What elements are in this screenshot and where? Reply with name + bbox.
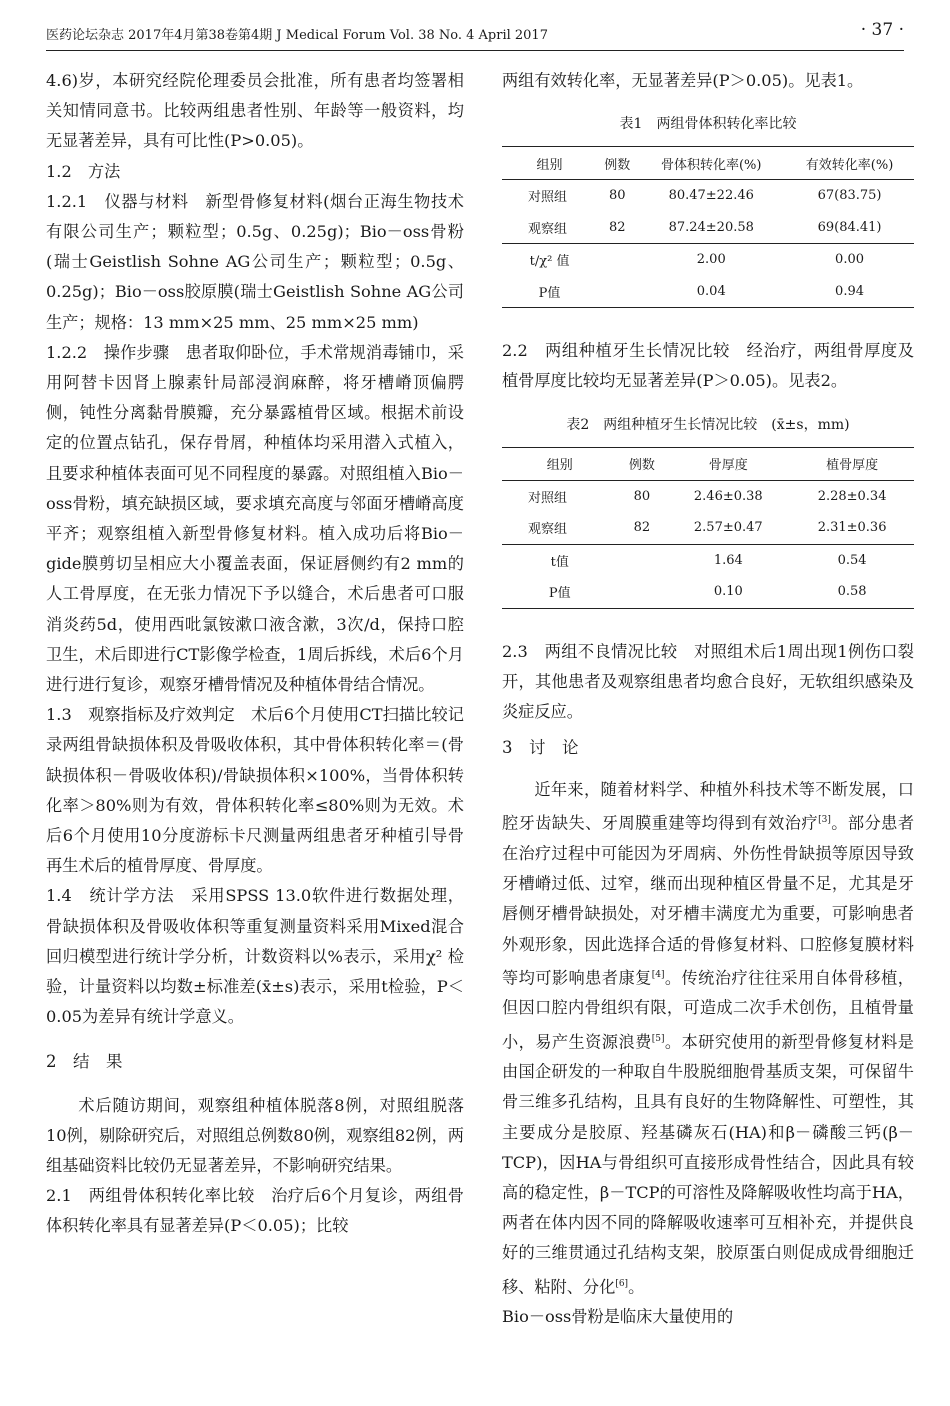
paragraph: 1.2.1 仪器与材料 新型骨修复材料(烟台正海生物技术有限公司生产；颗粒型；0.5g、0.25g)；Bio－oss骨粉(瑞士Geistlish Sohne AG公司生产；颗粒型；0.5g、0.25g)；Bio－oss胶原膜(瑞士Geistlish Sohne AG公司生产；规格：13 mm×25 mm、25 mm×25 mm) bbox=[46, 191, 464, 332]
journal-info: 医药论坛杂志 2017年4月第38卷第4期 J Medical Forum Vol. 38 No. 4 April 2017 bbox=[46, 28, 548, 43]
paragraph: 2.3 两组不良情况比较 对照组术后1周出现1例伤口裂开，其他患者及观察组患者均愈合良好，无软组织感染及炎症反应。 bbox=[502, 641, 914, 722]
section-heading: 2 结 果 bbox=[46, 1051, 123, 1071]
table-row bbox=[502, 276, 914, 308]
paragraph: 4.6)岁，本研究经院伦理委员会批准，所有患者均签署相关知情同意书。比较两组患者性别、年龄等一般资料，均无显著差异，具有可比性(P>0.05)。 bbox=[46, 71, 464, 151]
citation: [3] bbox=[818, 815, 831, 826]
text-run: 。 bbox=[628, 1277, 645, 1297]
table-cell: 0.00 bbox=[785, 244, 914, 276]
section-heading: 1.2 方法 bbox=[46, 161, 121, 181]
right-column bbox=[502, 66, 914, 1332]
paragraph: 1.4 统计学方法 采用SPSS 13.0软件进行数据处理，骨缺损体积及骨吸收体积等重复测量资料采用Mixed混合回归模型进行统计学分析，计数资料以%表示，采用χ² 检验，计量资料以均数±标准差(x̄±s)表示，采用t检验，P＜0.05为差异有统计学意义。 bbox=[46, 886, 464, 1027]
column-header: 骨厚度 bbox=[666, 447, 790, 480]
column-header: 植骨厚度 bbox=[790, 447, 914, 480]
table-cell: 0.54 bbox=[790, 544, 914, 576]
text-run: 。本研究使用的新型骨修复材料是由国企研发的一种取自牛股脱细胞骨基质支架，可保留牛骨三维多孔结构，且具有良好的生物降解性、可塑性，其主要成分是胶原、羟基磷灰石(HA)和β－磷酸三钙(β－TCP)，因HA与骨组织可直接形成骨性结合，因此具有较高的稳定性，β－TCP的可溶性及降解吸收性均高于HA，两者在体内因不同的降解吸收速率可互相补充，并提供良好的三维贯通过孔结构支架，胶原蛋白则促成成骨细胞迁移、粘附、分化 bbox=[502, 1032, 914, 1297]
table-cell: 2.57±0.47 bbox=[693, 520, 763, 536]
paragraph: 2.1 两组骨体积转化率比较 治疗后6个月复诊，两组骨体积转化率具有显著差异(P＜0.05)；比较 bbox=[46, 1186, 464, 1236]
table-caption: 表1 两组骨体积转化率比较 bbox=[619, 116, 797, 133]
table-row bbox=[502, 212, 914, 244]
table-cell: 80.47±22.46 bbox=[668, 188, 754, 204]
left-column bbox=[46, 66, 464, 1242]
table-cell: 对照组 bbox=[528, 190, 568, 206]
column-header: 骨体积转化率(%) bbox=[637, 147, 785, 180]
table-cell: 82 bbox=[608, 219, 626, 235]
table-cell: 80 bbox=[608, 188, 626, 204]
table-cell: 对照组 bbox=[528, 490, 568, 506]
text-run: 。传统治疗往往采用自体骨移植，但因口腔内骨组织有限，可造成二次手术创伤，且植骨量小，易产生资源浪费 bbox=[502, 968, 914, 1052]
table-row bbox=[502, 512, 914, 544]
table-row bbox=[502, 480, 914, 512]
paragraph: 术后随访期间，观察组种植体脱落8例，对照组脱落10例，剔除研究后，对照组总例数80例，观察组82例，两组基础资料比较仍无显著差异，不影响研究结果。 bbox=[46, 1095, 464, 1175]
table-row bbox=[502, 180, 914, 212]
running-header bbox=[46, 16, 904, 51]
table-cell: 0.94 bbox=[785, 276, 914, 308]
table-row bbox=[502, 244, 914, 276]
paragraph: Bio－oss骨粉是临床大量使用的 bbox=[502, 1307, 734, 1327]
citation: [4] bbox=[651, 969, 665, 980]
table-cell: 69(84.41) bbox=[817, 219, 882, 235]
column-header: 例数 bbox=[597, 147, 637, 180]
column-header: 例数 bbox=[617, 447, 666, 480]
table-cell bbox=[617, 576, 666, 608]
paragraph: 1.2.2 操作步骤 患者取仰卧位，手术常规消毒铺巾，采用阿替卡因肾上腺素针局部浸润麻醉，将牙槽嵴顶偏腭侧，钝性分离黏骨膜瓣，充分暴露植骨区域。根据术前设定的位置点钻孔，保存骨屑，种植体均采用潜入式植入，且要求种植体表面可见不同程度的暴露。对照组植入Bio－oss骨粉，填充缺损区域，要求填充高度与邻面牙槽嵴高度平齐；观察组植入新型骨修复材料。植入成功后将Bio－gide膜剪切呈相应大小覆盖表面，保证唇侧约有2 mm的人工骨厚度，在无张力情况下予以缝合，术后患者可口服消炎药5d，使用西吡氯铵漱口液含漱，3次/d，保持口腔卫生，术后即进行CT影像学检查，1周后拆线，术后6个月进行进行复诊，观察牙槽骨情况及种植体骨结合情况。 bbox=[46, 342, 464, 695]
table-cell bbox=[617, 544, 666, 576]
table-cell: 2.46±0.38 bbox=[693, 488, 763, 504]
paragraph: 2.2 两组种植牙生长情况比较 经治疗，两组骨厚度及植骨厚度比较均无显著差异(P＞0.05)。见表2。 bbox=[502, 341, 914, 391]
table-caption: 表2 两组种植牙生长情况比较 (x̄±s，mm) bbox=[566, 416, 850, 433]
table-cell: t值 bbox=[502, 544, 617, 576]
table-cell: 观察组 bbox=[528, 221, 568, 237]
table-cell: 0.04 bbox=[637, 276, 785, 308]
table-row bbox=[502, 576, 914, 608]
table-cell: 观察组 bbox=[528, 522, 568, 538]
table-cell: 0.58 bbox=[790, 576, 914, 608]
paragraph bbox=[502, 775, 914, 1302]
text-run: 近年来，随着材料学、种植外科技术等不断发展，口腔牙齿缺失、牙周膜重建等均得到有效治疗 bbox=[502, 780, 914, 833]
table-cell: 87.24±20.58 bbox=[668, 219, 754, 235]
table-2 bbox=[502, 447, 914, 609]
citation: [6] bbox=[615, 1278, 629, 1289]
table-cell: 67(83.75) bbox=[817, 188, 882, 204]
table-cell: t/χ² 值 bbox=[502, 244, 597, 276]
table-cell: 1.64 bbox=[666, 544, 790, 576]
table-cell: 80 bbox=[633, 488, 651, 504]
page-number: · 37 · bbox=[860, 20, 904, 40]
column-header: 组别 bbox=[502, 147, 597, 180]
column-header: 有效转化率(%) bbox=[785, 147, 914, 180]
table-1 bbox=[502, 146, 914, 308]
paragraph: 两组有效转化率，无显著差异(P＞0.05)。见表1。 bbox=[502, 71, 864, 90]
table-cell: 2.00 bbox=[637, 244, 785, 276]
table-row bbox=[502, 544, 914, 576]
table-cell: 0.10 bbox=[666, 576, 790, 608]
citation: [5] bbox=[651, 1033, 665, 1044]
section-heading: 3 讨 论 bbox=[502, 738, 579, 758]
table-cell: P值 bbox=[502, 276, 597, 308]
column-header: 组别 bbox=[502, 447, 617, 480]
table-cell bbox=[597, 244, 637, 276]
table-cell bbox=[597, 276, 637, 308]
table-cell: 82 bbox=[633, 520, 651, 536]
table-cell: 2.31±0.36 bbox=[817, 520, 887, 536]
text-run: 。部分患者在治疗过程中可能因为牙周病、外伤性骨缺损等原因导致牙槽嵴过低、过窄，继而出现种植区骨量不足，尤其是牙唇侧牙槽骨缺损处，对牙槽丰满度尤为重要，可影响患者外观形象，因此选择合适的骨修复材料、口腔修复膜材料等均可影响患者康复 bbox=[502, 813, 915, 988]
paragraph: 1.3 观察指标及疗效判定 术后6个月使用CT扫描比较记录两组骨缺损体积及骨吸收体积，其中骨体积转化率＝(骨缺损体积－骨吸收体积)/骨缺损体积×100%，当骨体积转化率＞80%则为有效，骨体积转化率≤80%则为无效。术后6个月使用10分度游标卡尺测量两组患者牙种植引导骨再生术后的植骨厚度、骨厚度。 bbox=[46, 705, 464, 876]
table-cell: 2.28±0.34 bbox=[817, 488, 887, 504]
table-cell: P值 bbox=[502, 576, 617, 608]
